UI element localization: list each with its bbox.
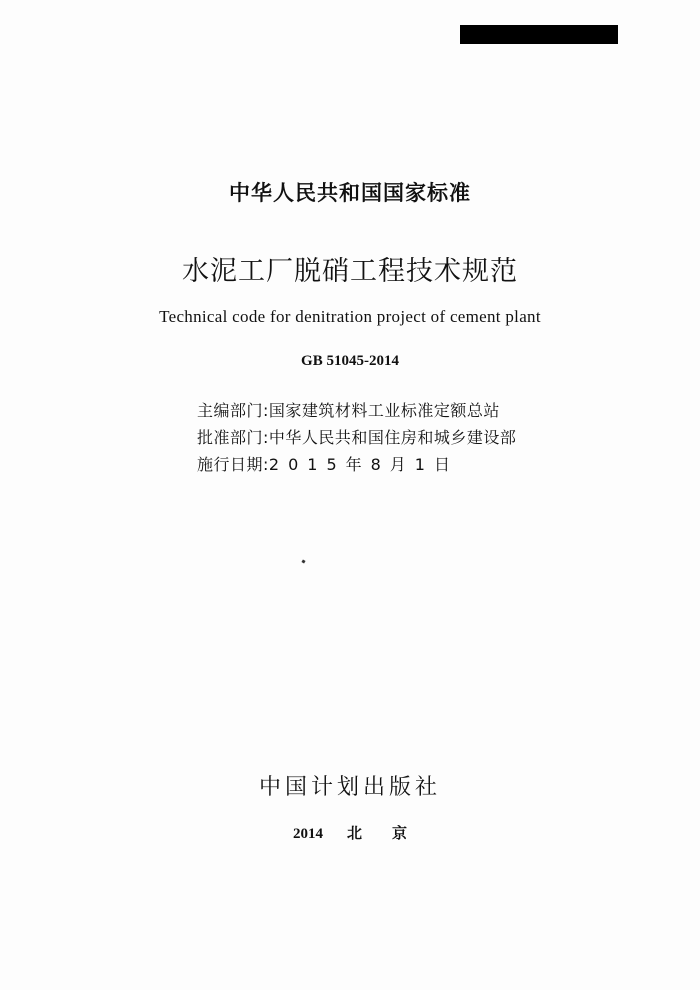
publication-place-year <box>0 822 700 843</box>
publication-city-char-1: 北 <box>346 826 362 842</box>
effective-date-value: 2015年8月1日 <box>268 455 459 474</box>
national-standard-heading: 中华人民共和国国家标准 <box>229 181 471 205</box>
approval-value: 中华人民共和国住房和城乡建设部 <box>268 428 517 447</box>
document-title-english: Technical code for denitration project of cement plant <box>159 307 541 326</box>
chief-editor-line <box>197 398 500 421</box>
approval-label: 批准部门: <box>197 428 269 447</box>
redaction-bar <box>460 25 618 44</box>
publication-year: 2014 <box>292 826 323 842</box>
effective-date-line <box>197 452 459 475</box>
approval-line <box>197 425 516 448</box>
publisher-name: 中国计划出版社 <box>258 775 441 800</box>
document-title-chinese: 水泥工厂脱硝工程技术规范 <box>182 256 518 287</box>
effective-date-label: 施行日期: <box>197 455 269 474</box>
stray-mark <box>301 559 305 563</box>
chief-editor-value: 国家建筑材料工业标准定额总站 <box>268 401 500 420</box>
chief-editor-label: 主编部门: <box>197 401 269 420</box>
standard-code: GB 51045-2014 <box>301 353 399 369</box>
publication-city-char-2: 京 <box>392 826 408 842</box>
